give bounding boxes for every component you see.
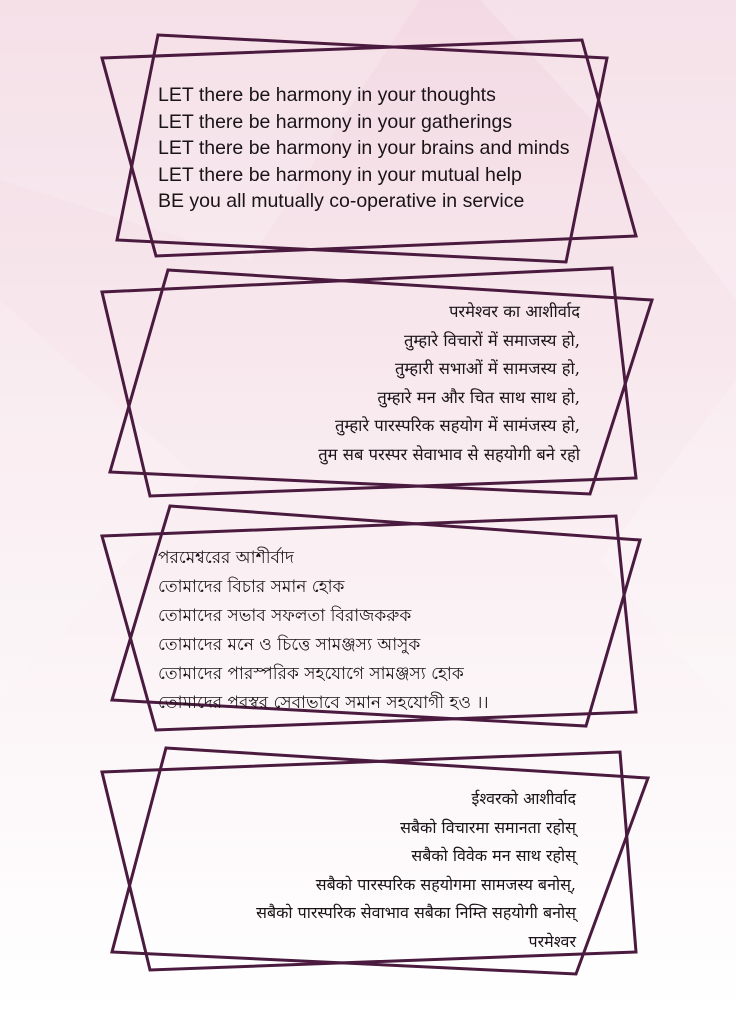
nepali-text-block (256, 785, 576, 956)
hindi-line: तुम्हारे विचारों में समाजस्य हो, (403, 330, 580, 350)
english-line: LET there be harmony in your brains and minds (158, 137, 570, 159)
hindi-line: तुम्हारे पारस्परिक सहयोग में सामंजस्य हो, (335, 416, 580, 435)
hindi-line: तुम सब परस्पर सेवाभाव से सहयोगी बने रहो (318, 444, 580, 464)
nepali-line: परमेश्वर (528, 931, 576, 951)
bengali-line: তোমাদের বিচার সমান হোক (158, 577, 345, 597)
hindi-line: तुम्हारे मन और चित साथ साथ हो, (377, 387, 580, 407)
bengali-line: পরমেশ্বরের আশীর্বাদ (158, 548, 294, 568)
nepali-line: सबैको पारस्परिक सहयोगमा सामजस्य बनोस्, (315, 874, 576, 894)
bengali-line: তোমাদের মনে ও চিত্তে সামঞ্জস্য আসুক (158, 635, 421, 655)
english-line: LET there be harmony in your mutual help (158, 163, 522, 186)
bengali-line: তোমাদের পরস্বর সেবাভাবে সমান সহযোগী হও ।। (158, 693, 489, 713)
english-line: LET there be harmony in your thoughts (158, 84, 496, 106)
english-line: LET there be harmony in your gatherings (158, 110, 513, 133)
bengali-line: তোমাদের সভাব সফলতা বিরাজকরুক (158, 606, 412, 626)
nepali-line: सबैको विवेक मन साथ रहोस् (411, 846, 576, 865)
nepali-line: सबैको विचारमा समानता रहोस् (400, 817, 576, 837)
bengali-line: তোমাদের পারস্পরিক সহযোগে সামঞ্জস্য হোক (158, 664, 464, 684)
hindi-line: तुम्हारी सभाओं में सामजस्य हो, (395, 359, 580, 378)
nepali-line: सबैको पारस्परिक सेवाभाव सबैका निम्ति सहयोगी बनोस् (256, 903, 576, 922)
nepali-line: ईश्वरको आशीर्वाद (471, 789, 576, 808)
english-line: BE you all mutually co-operative in service (158, 190, 525, 212)
hindi-line: परमेश्वर का आशीर्वाद (449, 302, 580, 321)
